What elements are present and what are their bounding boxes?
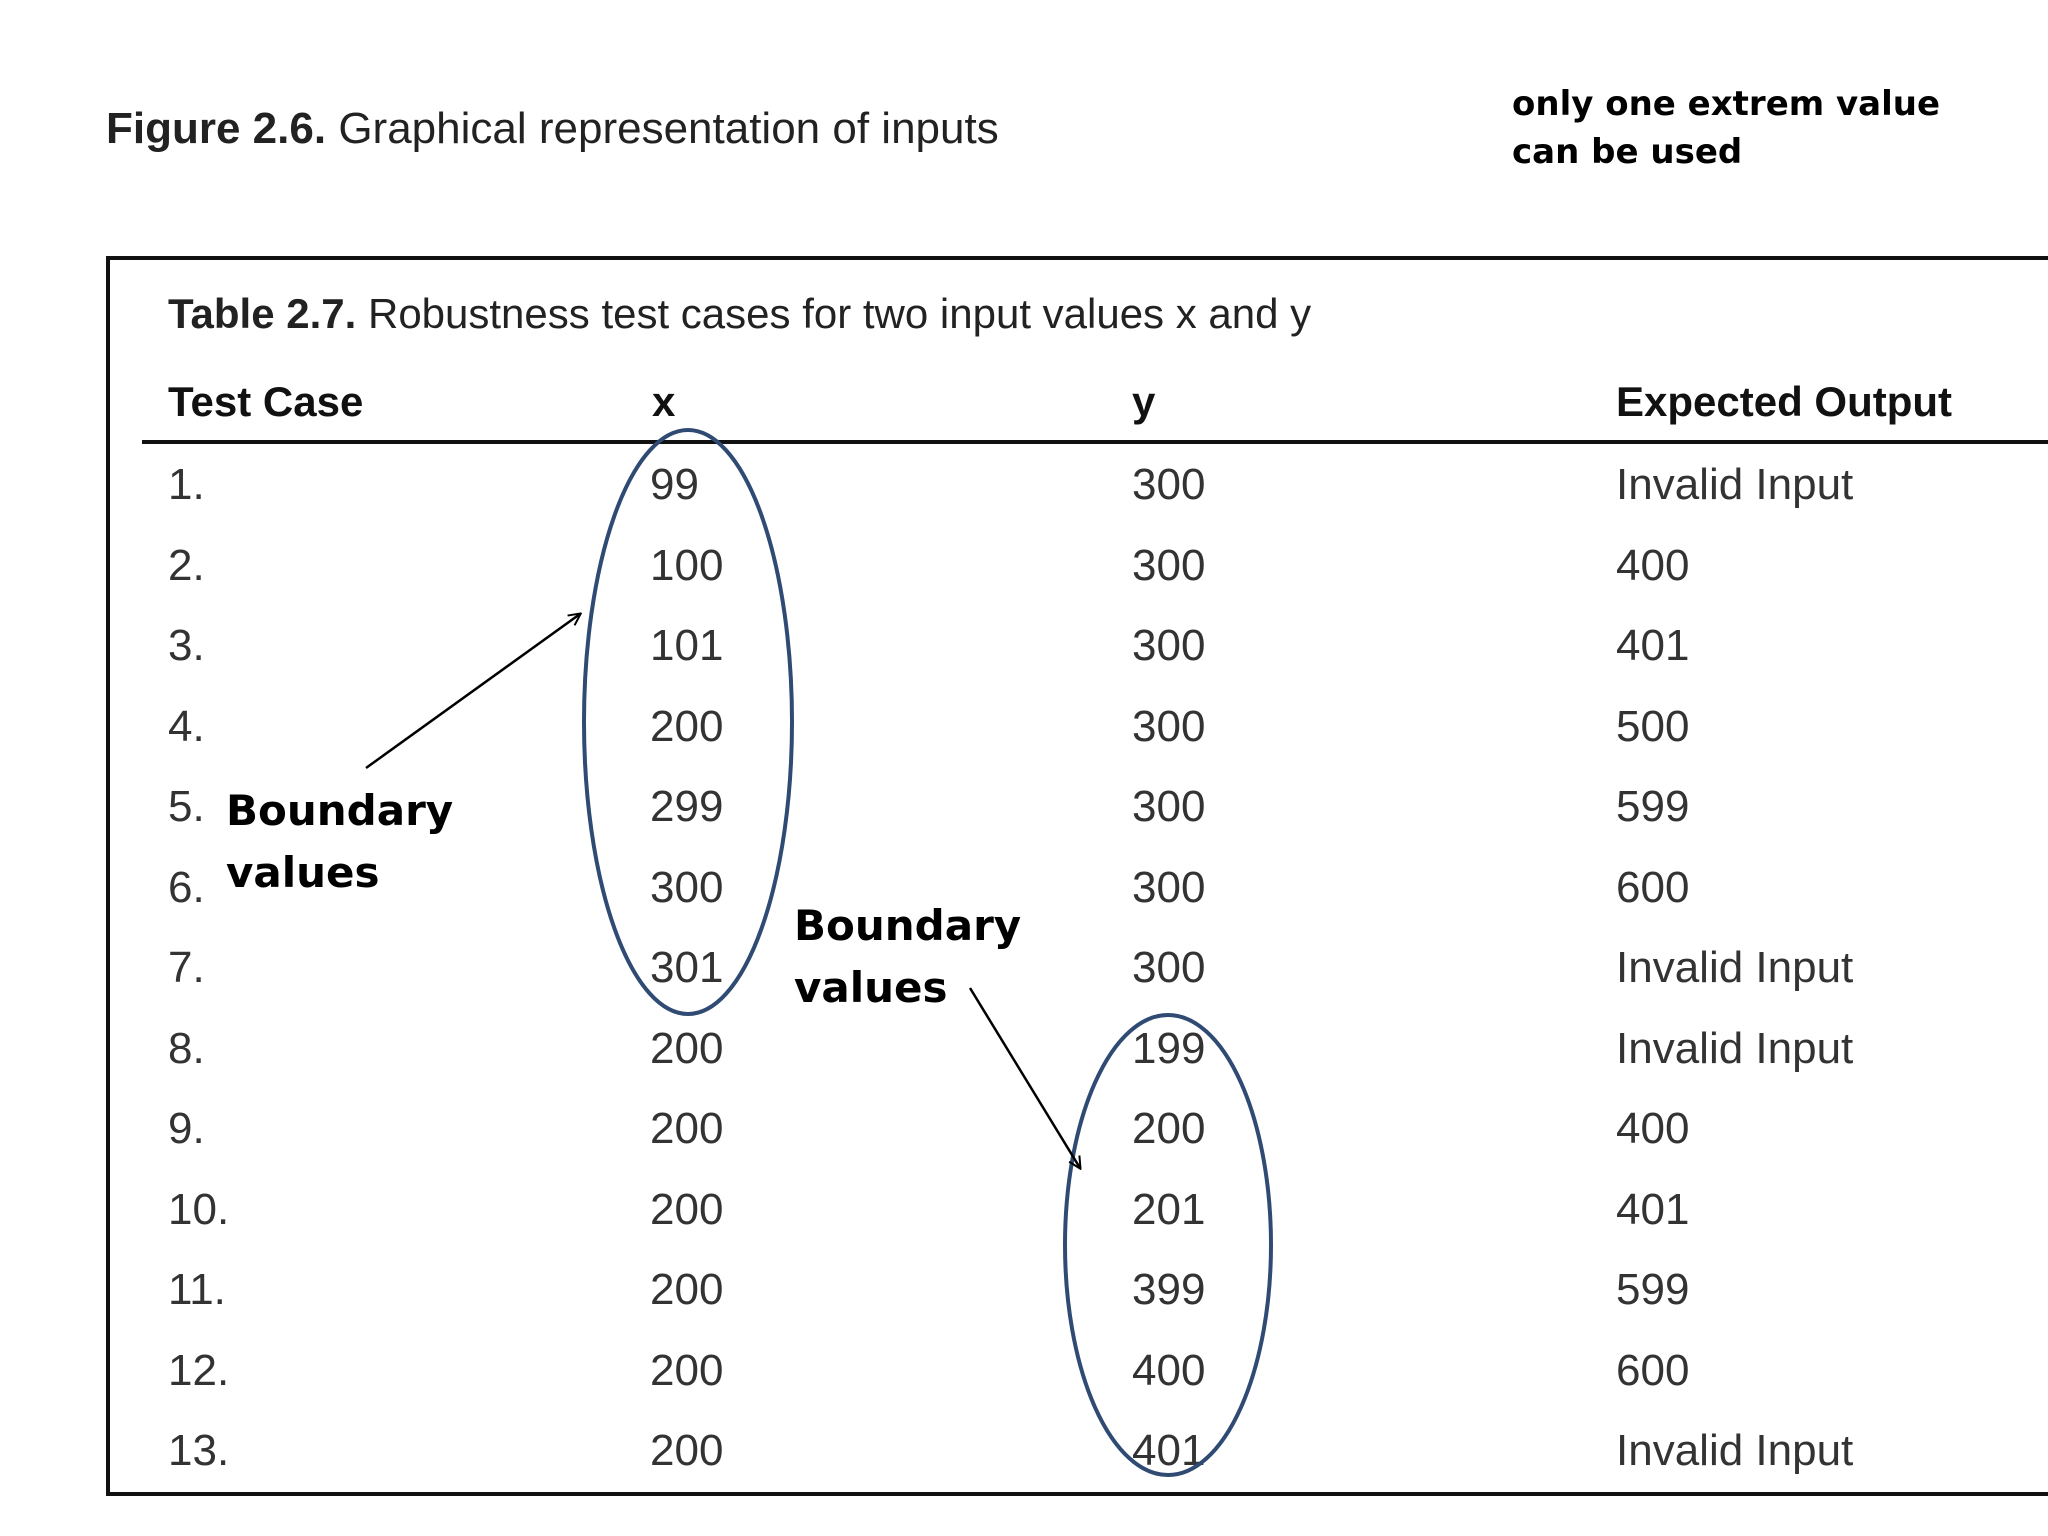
y-cell: 199 xyxy=(1132,1023,1206,1073)
expected-output-cell: 600 xyxy=(1616,1345,1690,1395)
test-case-cell: 3. xyxy=(168,621,205,670)
table-row xyxy=(0,617,2048,698)
y-boundary-label-line-1: Boundary xyxy=(794,901,1022,950)
test-case-cell: 8. xyxy=(168,1023,205,1073)
y-cell: 399 xyxy=(1132,1265,1206,1314)
column-header-y: y xyxy=(1132,378,1156,425)
y-cell: 300 xyxy=(1132,862,1206,912)
x-cell: 301 xyxy=(650,943,724,992)
expected-output-cell: Invalid Input xyxy=(1616,1426,1854,1475)
y-cell: 300 xyxy=(1132,782,1206,831)
table-row xyxy=(0,456,2048,537)
test-case-cell: 4. xyxy=(168,701,205,751)
table-row xyxy=(0,1261,2048,1342)
x-boundary-label xyxy=(226,780,453,904)
x-cell: 200 xyxy=(650,1184,724,1234)
y-cell: 300 xyxy=(1132,540,1206,590)
expected-output-cell: 401 xyxy=(1616,1184,1690,1234)
column-header-test-case: Test Case xyxy=(168,378,364,425)
expected-output-cell: 400 xyxy=(1616,1104,1690,1153)
table-row xyxy=(0,1100,2048,1181)
test-case-cell: 2. xyxy=(168,540,205,590)
header-divider xyxy=(142,440,2048,444)
figure-title: Graphical representation of inputs xyxy=(338,104,999,153)
table-title-text: Robustness test cases for two input values x and y xyxy=(367,290,1312,337)
table-row xyxy=(0,939,2048,1020)
expected-output-cell: 500 xyxy=(1616,701,1690,751)
side-note-line-1: only one extrem value xyxy=(1512,84,1941,124)
table-row xyxy=(0,1342,2048,1423)
expected-output-cell: 401 xyxy=(1616,621,1690,670)
y-boundary-label-line-2: values xyxy=(794,963,948,1012)
expected-output-cell: 599 xyxy=(1616,1265,1690,1314)
x-cell: 200 xyxy=(650,1104,724,1153)
y-cell: 300 xyxy=(1132,701,1206,751)
test-case-cell: 10. xyxy=(168,1184,230,1234)
x-cell: 300 xyxy=(650,862,724,912)
x-cell: 200 xyxy=(650,1426,724,1475)
x-cell: 200 xyxy=(650,1345,724,1395)
x-cell: 99 xyxy=(650,460,699,509)
table-row xyxy=(0,1181,2048,1262)
test-case-cell: 6. xyxy=(168,862,205,912)
x-cell: 200 xyxy=(650,1023,724,1073)
y-cell: 300 xyxy=(1132,460,1206,509)
test-case-cell: 1. xyxy=(168,460,205,509)
expected-output-cell: 600 xyxy=(1616,862,1690,912)
side-note-line-2: can be used xyxy=(1512,132,1743,172)
figure-number: Figure 2.6. xyxy=(106,104,327,153)
y-cell: 200 xyxy=(1132,1104,1206,1153)
table-title xyxy=(168,290,1311,338)
side-note xyxy=(1512,80,1972,176)
expected-output-cell: 400 xyxy=(1616,540,1690,590)
test-case-cell: 12. xyxy=(168,1345,230,1395)
table-body xyxy=(0,456,2048,1503)
table-number: Table 2.7. xyxy=(168,290,357,337)
column-header-x: x xyxy=(652,378,676,425)
y-cell: 401 xyxy=(1132,1426,1206,1475)
figure-caption xyxy=(106,104,999,154)
table-row xyxy=(0,1422,2048,1503)
x-boundary-label-line-1: Boundary xyxy=(226,786,454,835)
y-cell: 201 xyxy=(1132,1184,1206,1234)
x-cell: 299 xyxy=(650,782,724,831)
x-cell: 101 xyxy=(650,621,724,670)
x-cell: 200 xyxy=(650,1265,724,1314)
expected-output-cell: Invalid Input xyxy=(1616,460,1854,509)
expected-output-cell: 599 xyxy=(1616,782,1690,831)
test-case-cell: 7. xyxy=(168,943,205,992)
test-case-cell: 11. xyxy=(168,1265,226,1314)
x-cell: 200 xyxy=(650,701,724,751)
y-cell: 300 xyxy=(1132,943,1206,992)
x-boundary-label-line-2: values xyxy=(226,848,380,897)
table-row xyxy=(0,1020,2048,1101)
column-header-expected-output: Expected Output xyxy=(1616,378,1953,425)
expected-output-cell: Invalid Input xyxy=(1616,943,1854,992)
expected-output-cell: Invalid Input xyxy=(1616,1023,1854,1073)
table-row xyxy=(0,698,2048,779)
y-boundary-label xyxy=(794,895,1021,1019)
test-case-cell: 9. xyxy=(168,1104,205,1153)
table-row xyxy=(0,537,2048,618)
x-cell: 100 xyxy=(650,540,724,590)
y-cell: 400 xyxy=(1132,1345,1206,1395)
test-case-cell: 13. xyxy=(168,1426,230,1475)
test-case-cell: 5. xyxy=(168,782,205,831)
y-cell: 300 xyxy=(1132,621,1206,670)
